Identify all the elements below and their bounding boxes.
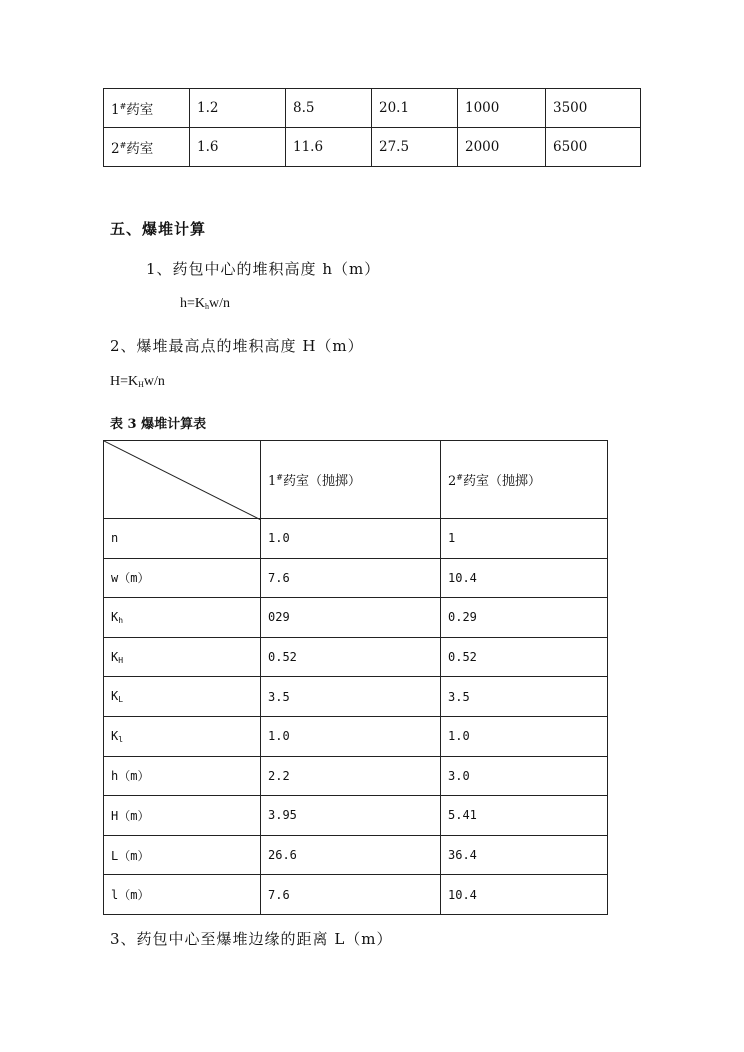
chamber-number: 2	[111, 141, 120, 157]
item-2: 2、爆堆最高点的堆积高度 H（m）	[110, 337, 364, 355]
chamber-label: 药室	[126, 102, 154, 118]
table-row	[104, 128, 641, 167]
chamber-label-cell: 1#药室	[104, 89, 190, 128]
param-cell: $K_l$	[104, 716, 261, 756]
value-cell: 2.2	[261, 756, 441, 796]
diagonal-line	[104, 441, 261, 520]
chamber-number: 1	[111, 102, 120, 118]
table-cell: 11.6	[286, 128, 372, 167]
value-cell: 1.0	[441, 716, 608, 756]
table-row	[104, 835, 608, 875]
table-row	[104, 519, 608, 559]
param-cell: $K_H$	[104, 637, 261, 677]
value-cell: 7.6	[261, 558, 441, 598]
table-cell: 6500	[546, 128, 641, 167]
param-cell: n	[104, 519, 261, 559]
diagonal-corner-cell	[104, 441, 261, 519]
table-row	[104, 637, 608, 677]
chamber-label-cell: 2#药室	[104, 128, 190, 167]
param-cell: H（m）	[104, 796, 261, 836]
table-row	[104, 558, 608, 598]
table-cell: 27.5	[372, 128, 458, 167]
table-cell: 2000	[458, 128, 546, 167]
value-cell: 0.52	[261, 637, 441, 677]
chamber-label: 药室	[126, 141, 154, 157]
value-cell: 26.6	[261, 835, 441, 875]
formula-h: $h=K_hw/n$	[180, 296, 231, 311]
value-cell: 3.0	[441, 756, 608, 796]
column-header: 2#药室（抛掷）	[441, 441, 608, 519]
param-cell: h（m）	[104, 756, 261, 796]
table-caption: 表 3 爆堆计算表	[110, 417, 207, 432]
table-row	[104, 756, 608, 796]
value-cell: 0.29	[441, 598, 608, 638]
charge-chamber-table	[103, 88, 641, 167]
table-cell: 1.6	[190, 128, 286, 167]
param-cell: $K_L$	[104, 677, 261, 717]
item-3: 3、药包中心至爆堆边缘的距离 L（m）	[110, 930, 393, 948]
value-cell: 0.52	[441, 637, 608, 677]
value-cell: 10.4	[441, 875, 608, 915]
table-row	[104, 796, 608, 836]
section-heading: 五、爆堆计算	[110, 220, 207, 238]
table-cell: 1.2	[190, 89, 286, 128]
table-cell: 8.5	[286, 89, 372, 128]
value-cell: 7.6	[261, 875, 441, 915]
table-header-row	[104, 441, 608, 519]
value-cell: 3.95	[261, 796, 441, 836]
value-cell: 1	[441, 519, 608, 559]
table-row	[104, 89, 641, 128]
value-cell: 3.5	[261, 677, 441, 717]
param-cell: $K_h$	[104, 598, 261, 638]
value-cell: 029	[261, 598, 441, 638]
table-cell: 3500	[546, 89, 641, 128]
value-cell: 1.0	[261, 716, 441, 756]
value-cell: 10.4	[441, 558, 608, 598]
table-row	[104, 598, 608, 638]
value-cell: 36.4	[441, 835, 608, 875]
param-cell: l（m）	[104, 875, 261, 915]
column-header: 1#药室（抛掷）	[261, 441, 441, 519]
table-row	[104, 677, 608, 717]
value-cell: 3.5	[441, 677, 608, 717]
table-cell: 1000	[458, 89, 546, 128]
value-cell: 5.41	[441, 796, 608, 836]
formula-H: $H=K_Hw/n$	[110, 374, 165, 389]
param-cell: w（m）	[104, 558, 261, 598]
param-cell: L（m）	[104, 835, 261, 875]
table-row	[104, 875, 608, 915]
table-row	[104, 716, 608, 756]
blast-pile-table	[103, 440, 608, 915]
item-1: 1、药包中心的堆积高度 h（m）	[146, 260, 381, 278]
value-cell: 1.0	[261, 519, 441, 559]
table-cell: 20.1	[372, 89, 458, 128]
